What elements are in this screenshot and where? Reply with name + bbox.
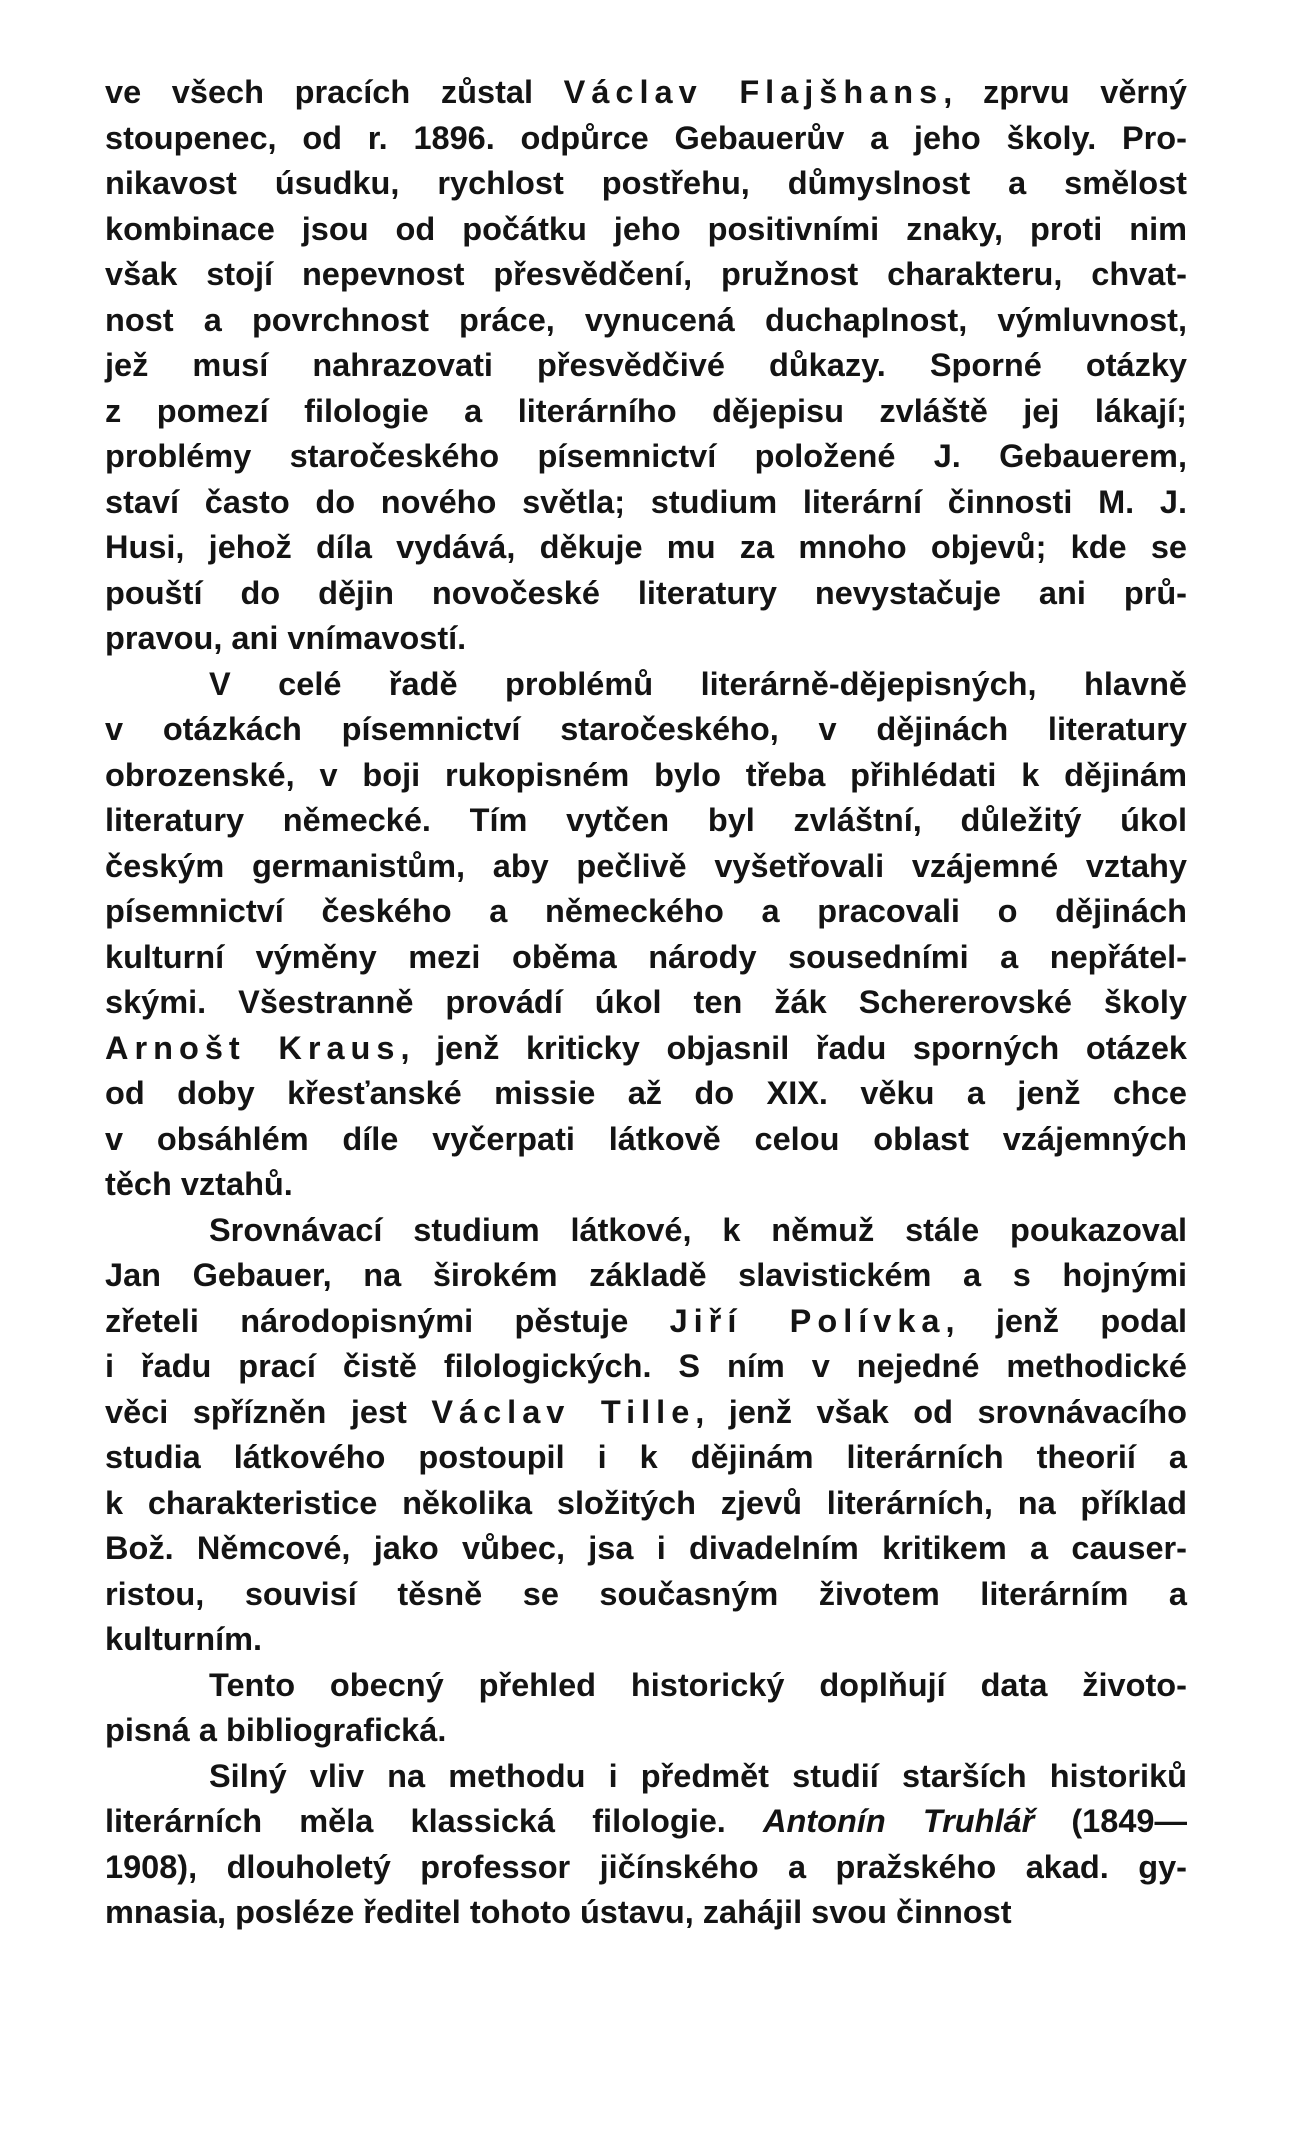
text-run: studia látkového postoupil i k dějinám literárních theorií a — [105, 1439, 1187, 1475]
text-run: stoupenec, od r. 1896. odpůrce Gebauerův a jeho školy. Pro- — [105, 119, 1187, 156]
text-line — [105, 1572, 1187, 1618]
text-run: českým germanistům, aby pečlivě vyšetřovali vzájemné vztahy — [105, 847, 1187, 884]
text-line — [105, 1708, 1187, 1754]
text-run: kombinace jsou od počátku jeho positivními znaky, proti nim — [105, 210, 1187, 247]
text-line — [105, 1481, 1187, 1527]
text-run: pisná a bibliografická. — [105, 1712, 447, 1748]
text-line — [105, 889, 1187, 935]
text-run: V celé řadě problémů literárně-dějepisných, hlavně — [209, 665, 1187, 702]
text-run: Bož. Němcové, jako vůbec, jsa i divadelním kritikem a causer- — [105, 1530, 1187, 1566]
text-line — [105, 1663, 1187, 1709]
text-line — [105, 343, 1187, 389]
text-run: věci spřízněn jest — [105, 1393, 432, 1430]
text-run: Tento obecný přehled historický doplňují data životo- — [209, 1666, 1187, 1703]
text-line — [105, 1117, 1187, 1163]
text-run: z pomezí filologie a literárního dějepisu zvláště jej lákají; — [105, 392, 1187, 429]
text-line — [105, 207, 1187, 253]
text-line — [105, 434, 1187, 480]
text-run: Srovnávací studium látkové, k němuž stále poukazoval — [209, 1211, 1187, 1248]
text-line — [105, 70, 1187, 116]
text-run: , jenž kriticky objasnil řadu sporných otázek — [400, 1029, 1187, 1066]
text-line — [105, 798, 1187, 844]
text-run: , jenž však od srovnávacího — [695, 1393, 1187, 1430]
text-run: pravou, ani vnímavostí. — [105, 620, 467, 656]
paragraph — [105, 70, 1187, 662]
text-run: literárních měla klassická filologie. — [105, 1803, 763, 1839]
text-line — [105, 1435, 1187, 1481]
text-line — [105, 1208, 1187, 1254]
text-line — [105, 1253, 1187, 1299]
spaced-name: Arnošt Kraus — [105, 1029, 401, 1066]
text-line — [105, 616, 1187, 662]
text-line — [105, 1390, 1187, 1436]
text-run: problémy staročeského písemnictví položené J. Gebauerem, — [105, 438, 1187, 474]
text-run: Husi, jehož díla vydává, děkuje mu za mnoho objevů; kde se — [105, 529, 1187, 565]
text-run: 1908), dlouholetý professor jičínského a pražského akad. gy- — [105, 1848, 1187, 1885]
text-line — [105, 1299, 1187, 1345]
text-line — [105, 252, 1187, 298]
text-run: Jan Gebauer, na širokém základě slavistickém a s hojnými — [105, 1257, 1187, 1293]
text-run: k charakteristice několika složitých zjevů literárních, na příklad — [105, 1484, 1187, 1521]
text-line — [105, 1526, 1187, 1572]
text-line — [105, 753, 1187, 799]
text-line — [105, 1344, 1187, 1390]
text-line — [105, 525, 1187, 571]
text-line — [105, 1071, 1187, 1117]
text-run: obrozenské, v boji rukopisném bylo třeba přihlédati k dějinám — [105, 756, 1187, 793]
spaced-name: Václav Flajšhans — [563, 74, 944, 110]
text-run: pouští do dějin novočeské literatury nevystačuje ani prů- — [105, 574, 1187, 611]
text-run: od doby křesťanské missie až do XIX. věku a jenž chce — [105, 1075, 1187, 1111]
text-run: však stojí nepevnost přesvědčení, pružnost charakteru, chvat- — [105, 256, 1187, 292]
text-line — [105, 298, 1187, 344]
text-run: , zprvu věrný — [943, 74, 1187, 110]
text-line — [105, 980, 1187, 1026]
text-run: kulturním. — [105, 1621, 263, 1657]
paragraph — [105, 1208, 1187, 1663]
text-line — [105, 1617, 1187, 1663]
text-run: nikavost úsudku, rychlost postřehu, důmyslnost a smělost — [105, 165, 1187, 201]
text-run: staví často do nového světla; studium literární činnosti M. J. — [105, 483, 1187, 520]
paragraph — [105, 662, 1187, 1208]
text-run: těch vztahů. — [105, 1166, 293, 1202]
text-line — [105, 116, 1187, 162]
text-run: písemnictví českého a německého a pracovali o dějinách — [105, 893, 1187, 929]
text-run: v obsáhlém díle vyčerpati látkově celou oblast vzájemných — [105, 1120, 1187, 1157]
document-page — [105, 70, 1187, 1936]
paragraph — [105, 1663, 1187, 1754]
text-run: jež musí nahrazovati přesvědčivé důkazy. Sporné otázky — [105, 347, 1187, 383]
text-run: mnasia, posléze ředitel tohoto ústavu, zahájil svou činnost — [105, 1894, 1012, 1930]
text-line — [105, 707, 1187, 753]
text-run: Silný vliv na methodu i předmět studií starších historiků — [209, 1757, 1187, 1794]
text-run: zřeteli národopisnými pěstuje — [105, 1302, 670, 1339]
text-line — [105, 1799, 1187, 1845]
text-line — [105, 161, 1187, 207]
text-line — [105, 480, 1187, 526]
text-line — [105, 571, 1187, 617]
text-run: skými. Všestranně provádí úkol ten žák Schererovské školy — [105, 984, 1187, 1020]
text-line — [105, 662, 1187, 708]
text-line — [105, 1845, 1187, 1891]
text-line — [105, 1754, 1187, 1800]
text-line — [105, 935, 1187, 981]
text-line — [105, 1162, 1187, 1208]
spaced-name: Jiří Polívka — [669, 1302, 946, 1339]
italic-name: Antonín Truhlář — [762, 1803, 1035, 1839]
text-run: , jenž podal — [945, 1302, 1187, 1339]
text-line — [105, 389, 1187, 435]
text-run: ve všech pracích zůstal — [105, 74, 564, 110]
text-line — [105, 1890, 1187, 1936]
text-line — [105, 1026, 1187, 1072]
paragraph — [105, 1754, 1187, 1936]
text-run: ristou, souvisí těsně se současným životem literárním a — [105, 1575, 1187, 1612]
text-run: (1849— — [1034, 1803, 1187, 1839]
text-run: literatury německé. Tím vytčen byl zvláštní, důležitý úkol — [105, 802, 1187, 838]
text-run: v otázkách písemnictví staročeského, v dějinách literatury — [105, 711, 1187, 747]
spaced-name: Václav Tille — [431, 1393, 696, 1430]
text-run: nost a povrchnost práce, vynucená duchaplnost, výmluvnost, — [105, 301, 1187, 338]
text-run: kulturní výměny mezi oběma národy sousedními a nepřátel- — [105, 938, 1187, 975]
text-line — [105, 844, 1187, 890]
text-run: i řadu prací čistě filologických. S ním v nejedné methodické — [105, 1348, 1187, 1384]
